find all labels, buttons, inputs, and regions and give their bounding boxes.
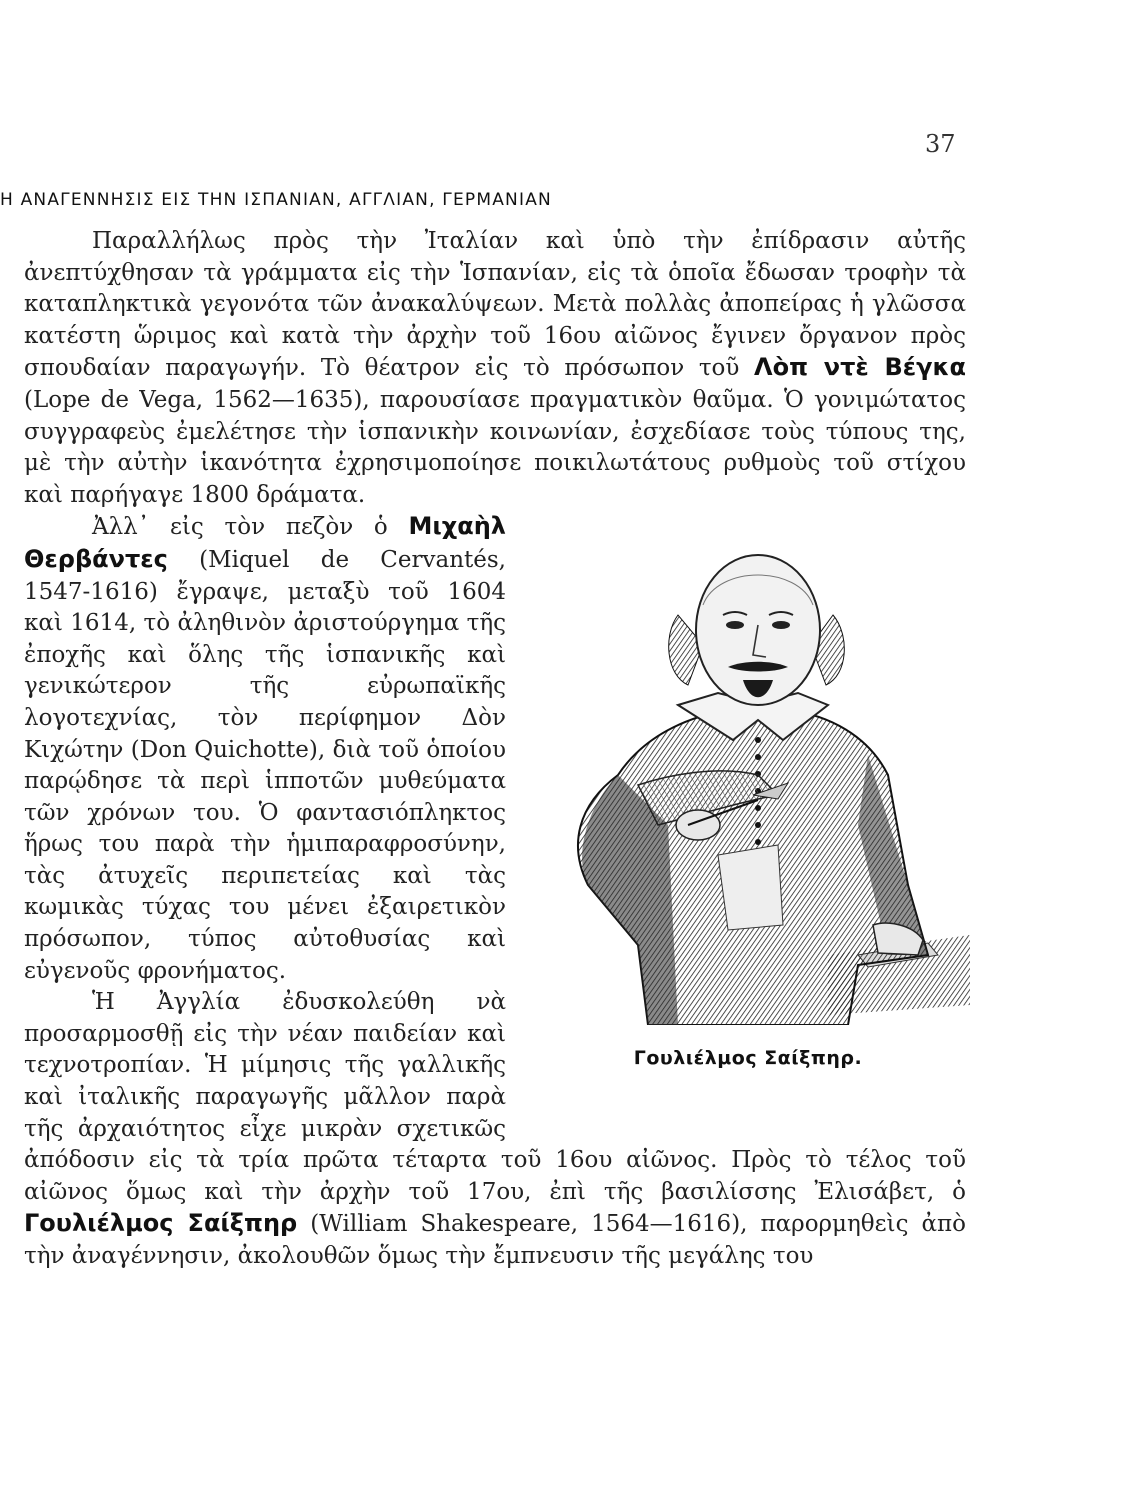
page-number: 37 [925, 130, 956, 158]
shakespeare-portrait [528, 525, 970, 1025]
name-shakespeare: Γουλιέλμος Σαίξπηρ [24, 1209, 298, 1238]
paragraph-shakespeare: Ἡ Ἀγγλία ἐδυσκολεύθη νὰ προσαρμοσθῇ εἰς τὴν νέαν παιδείαν καὶ τεχνοτροπίαν. Ἡ μίμησις τῆς γαλλικῆς καὶ ἰταλικῆς παραγωγῆς μᾶλλον παρὰ τῆς ἀρχαιότητος εἶχε μικρὰν σχετικῶς ἀπόδοσιν εἰς τὰ τρία πρῶτα τέταρτα τοῦ 16ου αἰῶνος. Πρὸς τὸ τέλος τοῦ αἰῶνος ὅμως καὶ τὴν ἀρχὴν τοῦ 17ου, ἐπὶ τῆς βασιλίσσης Ἐλισάβετ, ὁ Γουλιέλμος Σαίξπηρ (William Shakespeare, 1564—1616), παρορμηθεὶς ἀπὸ τὴν ἀναγέννησιν, ἀκολουθῶν ὅμως τὴν ἔμπνευσιν τῆς μεγάλης του [24, 989, 966, 1269]
running-head: Η ΑΝΑΓΕΝΝΗΣΙΣ ΕΙΣ ΤΗΝ ΙΣΠΑΝΙΑΝ, ΑΓΓΛΙΑΝ, ΓΕΡΜΑΝΙΑΝ [0, 190, 552, 210]
body-text [24, 226, 966, 1273]
paragraph-cervantes: Ἀλλ᾽ εἰς τὸν πεζὸν ὁ Μιχαὴλ Θερβάντες (Miquel de Cervantés, 1547-1616) ἔγραψε, μεταξὺ τοῦ 1604 καὶ 1614, τὸ ἀληθινὸν ἀριστούργημα τῆς ἐποχῆς καὶ ὅλης τῆς ἱσπανικῆς καὶ γενικώτερον τῆς εὐρωπαϊκῆς λογοτεχνίας, τὸν περίφημον Δὸν Κιχώτην (Don Quichotte), διὰ τοῦ ὁποίου παρῴδησε τὰ περὶ ἱπποτῶν μυθεύματα τῶν χρόνων του. Ὁ φαντασιόπληκτος ἥρως του παρὰ τὴν ἡμιπαραφροσύνην, τὰς ἀτυχεῖς περιπετείας καὶ τὰς κωμικὰς τύχας του μένει ἐξαιρετικὸν πρόσωπον, τύπος αὐτοθυσίας καὶ εὐγενοῦς φρονήματος. [24, 512, 506, 984]
name-cervantes: Μιχαὴλ Θερβάντες [24, 512, 506, 573]
figure-caption: Γουλιέλμος Σαίξπηρ. [633, 1047, 863, 1070]
paragraph-lope-de-vega: Παραλλήλως πρὸς τὴν Ἰταλίαν καὶ ὑπὸ τὴν ἐπίδρασιν αὐτῆς ἀνεπτύχθησαν τὰ γράμματα εἰς τὴν Ἱσπανίαν, εἰς τὰ ὁποῖα ἔδωσαν τροφὴν τὰ καταπληκτικὰ γεγονότα τῶν ἀνακαλύψεων. Μετὰ πολλὰς ἀποπείρας ἡ γλῶσσα κατέστη ὥριμος καὶ κατὰ τὴν ἀρχὴν τοῦ 16ου αἰῶνος ἔγινεν ὄργανον πρὸς σπουδαίαν παραγωγήν. Τὸ θέατρον εἰς τὸ πρόσωπον τοῦ Λὸπ ντὲ Βέγκα (Lope de Vega, 1562—1635), παρουσίασε πραγματικὸν θαῦμα. Ὁ γονιμώτατος συγγραφεὺς ἐμελέτησε τὴν ἱσπανικὴν κοινωνίαν, ἐσχεδίασε τοὺς τύπους της, μὲ τὴν αὐτὴν ἱκανότητα ἐχρησιμοποίησε ποικιλωτάτους ρυθμοὺς τοῦ στίχου καὶ παρήγαγε 1800 δράματα. [24, 228, 966, 508]
figure-shakespeare [528, 525, 970, 1125]
name-lope-de-vega: Λὸπ ντὲ Βέγκα [754, 353, 966, 382]
